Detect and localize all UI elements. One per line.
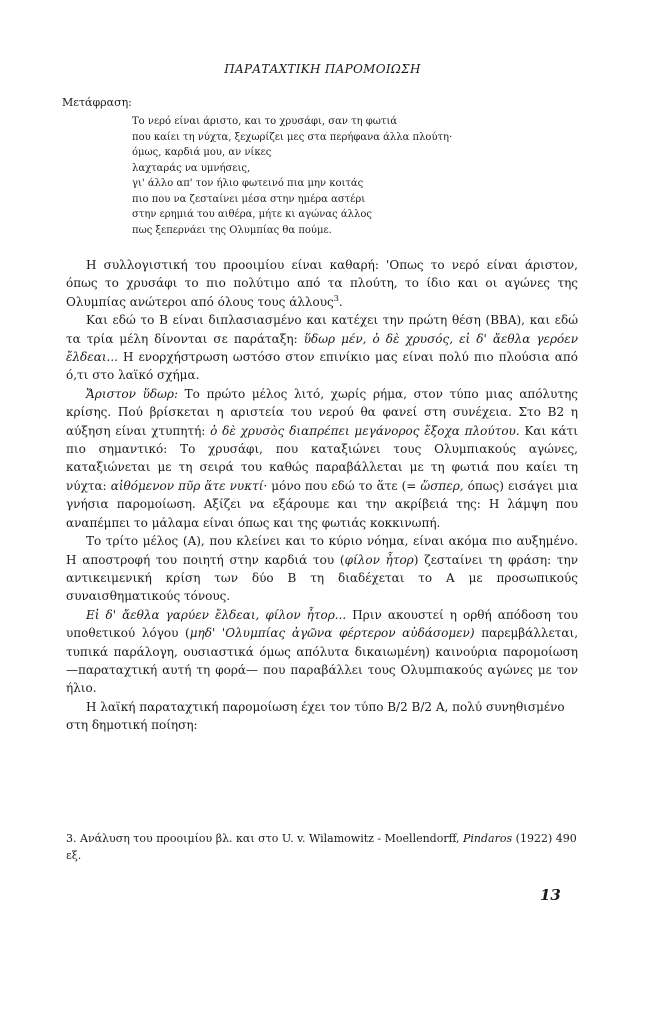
paragraph-text: Και εδώ το Β είναι διπλασιασμένο και κατέχει την πρώτη θέση (ΒΒΑ), και εδώ τα τρία μέλη δίνονται σε παράταξη:: [66, 313, 578, 346]
greek-quote: ὕδωρ μέν, ὁ δὲ χρυσός, εἰ δ' ἄεθλα γερόεν ἔλδεαι...: [66, 331, 579, 365]
greek-quote: Ἄριστον ὕδωρ:: [86, 386, 178, 401]
greek-quote: αἰθόμενον πῦρ ἅτε νυκτί·: [110, 478, 268, 493]
poem-line: πιο που να ζεσταίνει μέσα στην ημέρα αστέρι: [132, 193, 366, 205]
paragraph-6: Η λαϊκή παραταχτική παρομοίωση έχει τον τύπο Β/2 Β/2 Α, πολύ συνηθισμένο στη δημοτική ποίηση:: [66, 699, 565, 733]
paragraph-text: παρεμβάλλεται, τυπικά παράλογη, ουσιαστικά όμως απόλυτα δικαιωμένη) καινούρια παρομοίωση —παραταχτική αυτή τη φορά— που παραβάλλει τους Ολυμπιακούς αγώνες με τον ήλιο.: [66, 626, 579, 696]
page-title: ΠΑΡΑΤΑΧΤΙΚΗ ΠΑΡΟΜΟΙΩΣΗ: [224, 62, 421, 76]
footnote-text: Ανάλυση του προοιμίου βλ. και στο U. v. Wilamowitz - Moellendorff,: [76, 832, 464, 845]
paragraph-text: Το πρώτο μέλος λιτό, χωρίς ρήμα, στον τύπο μιας απόλυτης κρίσης. Πού βρίσκεται η αριστεία του νερού θα φανεί στη συνέχεια. Στο Β2 η αύξηση είναι χτυπητή:: [66, 386, 578, 438]
paragraph-text: Η συλλογιστική του προοιμίου είναι καθαρή: 'Οπως το νερό είναι άριστον, όπως το χρυσάφι το πιο πολύτιμο από τα πλούτη, το ίδιο και οι αγώνες της Ολυμπίας ανώτεροι από όλους τους άλλους: [66, 258, 578, 309]
page-number: 13: [540, 886, 561, 904]
footnote-text: (1922) 490 εξ.: [66, 832, 577, 862]
paragraph-1: [66, 256, 578, 311]
paragraph-text: Και κάτι πιο σημαντικό: Το χρυσάφι, που καταξιώνει τους Ολυμπιακούς αγώνες, καταξιώνεται με τη σειρά του καθώς παραβάλλεται με τη φωτιά που καίει τη νύχτα:: [66, 423, 578, 493]
footnote-book-title: Pindaros: [463, 832, 513, 845]
translation-poem: [132, 114, 452, 238]
poem-line: πως ξεπερνάει της Ολυμπίας θα πούμε.: [132, 224, 332, 236]
footnote-number: 3.: [66, 832, 77, 845]
paragraph-text: Η ενορχήστρωση ωστόσο στον επινίκιο μας είναι πολύ πιο πλούσια από ό,τι στο λαϊκό σχήμα.: [66, 350, 578, 383]
poem-line: που καίει τη νύχτα, ξεχωρίζει μες στα περήφανα άλλα πλούτη·: [132, 131, 453, 143]
footnote: [66, 830, 578, 864]
greek-quote: ὥσπερ,: [420, 478, 464, 493]
poem-line: στην ερημιά του αιθέρα, μήτε κι αγώνας άλλος: [132, 209, 372, 220]
poem-line: γι' άλλο απ' τον ήλιο φωτεινό πια μην κοιτάς: [132, 178, 364, 189]
paragraph-5: [66, 606, 578, 698]
greek-quote: Εἰ δ' ἄεθλα γαρύεν ἔλδεαι, φίλον ἦτορ...: [86, 607, 347, 622]
poem-line: όμως, καρδιά μου, αν νίκες: [132, 147, 272, 158]
greek-quote: ὁ δὲ χρυσὸς διαπρέπει μεγάνορος ἔξοχα πλούτου.: [210, 423, 520, 438]
greek-quote: φίλον ἦτορ: [344, 552, 414, 567]
paragraph-text: Πριν ακουστεί η ορθή απόδοση του υποθετικού λόγου (: [66, 607, 579, 641]
poem-line: Το νερό είναι άριστο, και το χρυσάφι, σαν τη φωτιά: [132, 116, 398, 127]
paragraph-text: ) ζεσταίνει τη φράση: την αντικειμενική κρίση των δύο Β τη διαδέχεται το Α με προσωπικούς συναισθηματικούς τόνους.: [66, 552, 579, 604]
paragraph-text: μόνο που εδώ το ἅτε (=: [267, 478, 421, 493]
paragraph-text: Το τρίτο μέλος (Α), που κλείνει και το κύριο νόημα, είναι ακόμα πιο αυξημένο. Η αποστροφή του ποιητή στην καρδιά του (: [66, 534, 578, 567]
paragraph-text: όπως) εισάγει μια γνήσια παρομοίωση. Αξίζει να εξάρουμε και την ακρίβειά της: Η λάμψη που αναπέμπει το μάλαμα είναι όπως και της φωτιάς κοκκινωπή.: [66, 478, 578, 530]
paragraph-2: [66, 311, 578, 385]
paragraph-3: [66, 385, 578, 532]
translation-label: Μετάφραση:: [62, 96, 132, 109]
paragraph-text: .: [338, 294, 343, 309]
greek-quote: μηδ' 'Ολυμπίας ἀγῶνα φέρτερον αὐδάσομεν): [189, 626, 475, 641]
body-text: [66, 256, 578, 735]
poem-line: λαχταράς να υμνήσεις,: [132, 162, 251, 174]
paragraph-4: [66, 532, 578, 606]
footnote-ref[interactable]: 3: [333, 293, 339, 303]
